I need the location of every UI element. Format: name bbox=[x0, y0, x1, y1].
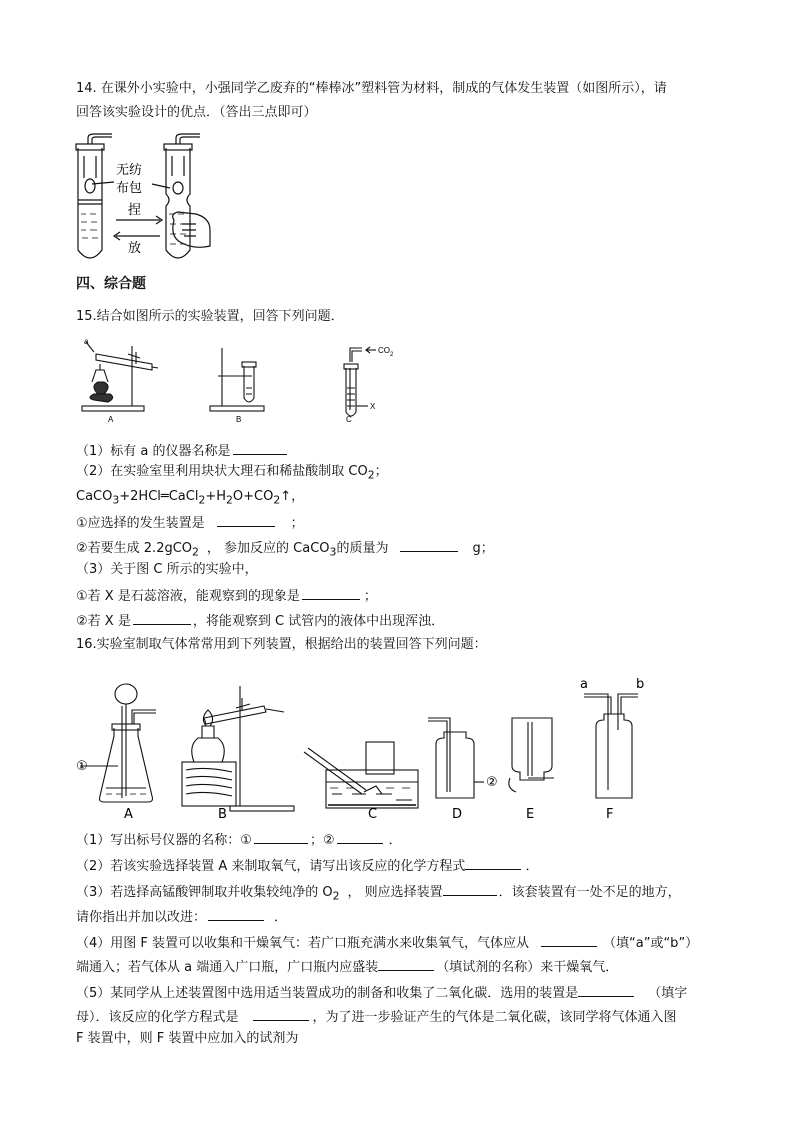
label-release: 放 bbox=[128, 241, 142, 256]
q14-line-1: 14. 在课外小实验中，小强同学乙废弃的“棒棒冰”塑料管为材料，制成的气体发生装置（如图所示），请 bbox=[76, 81, 667, 96]
answer-blank[interactable] bbox=[400, 537, 458, 552]
label-B: B bbox=[218, 807, 227, 822]
label-C: C bbox=[368, 807, 378, 822]
q16-intro: 16.实验室制取气体常常用到下列装置，根据给出的装置回答下列问题： bbox=[76, 637, 487, 652]
label-x: X bbox=[370, 402, 376, 411]
label-B: B bbox=[236, 415, 242, 424]
q16-p2: （2）若该实验选择装置 A 来制取氧气，请写出该反应的化学方程式 ． bbox=[76, 855, 538, 876]
q16-p4-cont: 端通入；若气体从 a 端通入广口瓶，广口瓶内应盛装 （填试剂的名称）来干燥氧气． bbox=[76, 956, 618, 977]
q15-p1: （1）标有 a 的仪器名称是 bbox=[76, 440, 291, 461]
section-title: 四、综合题 bbox=[76, 276, 146, 292]
label-cloth-2: 布包 bbox=[116, 181, 143, 196]
q15-p2-2: ②若要生成 2.2gCO$_2$ ， 参加反应的 CaCO$_3$的质量为 g； bbox=[76, 537, 494, 562]
answer-blank[interactable] bbox=[378, 956, 434, 971]
label-A: A bbox=[108, 415, 114, 424]
label-co2: $CO_2$ bbox=[378, 346, 394, 358]
q14-line-2: 回答该实验设计的优点．（答出三点即可） bbox=[76, 105, 317, 120]
q16-p1: （1）写出标号仪器的名称：① ；② ． bbox=[76, 829, 402, 850]
label-a: a bbox=[580, 677, 588, 692]
q16-p5: （5）某同学从上述装置图中选用适当装置成功的制备和收集了二氧化碳．选用的装置是 （填字 bbox=[76, 982, 687, 1003]
answer-blank[interactable] bbox=[541, 932, 597, 947]
q15-intro: 15.结合如图所示的实验装置，回答下列问题． bbox=[76, 309, 344, 324]
q15-p2: （2）在实验室里利用块状大理石和稀盐酸制取 $CO_2$； bbox=[76, 464, 388, 482]
answer-blank[interactable] bbox=[253, 1006, 309, 1021]
label-C: C bbox=[346, 415, 352, 424]
answer-blank[interactable] bbox=[465, 855, 521, 870]
answer-blank[interactable] bbox=[233, 440, 287, 455]
label-F: F bbox=[606, 807, 614, 822]
q16-figure bbox=[76, 666, 676, 822]
label-cloth-1: 无纺 bbox=[116, 163, 143, 178]
label-E: E bbox=[526, 807, 535, 822]
answer-blank[interactable] bbox=[133, 610, 191, 625]
answer-blank[interactable] bbox=[254, 829, 308, 844]
answer-blank[interactable] bbox=[302, 585, 360, 600]
answer-blank[interactable] bbox=[337, 829, 383, 844]
q16-p5-cont: 母）．该反应的化学方程式是 ，为了进一步验证产生的气体是二氧化碳，该同学将气体通入图 bbox=[76, 1006, 677, 1027]
answer-blank[interactable] bbox=[217, 512, 275, 527]
q15-p2-1: ①应选择的发生装置是 ； bbox=[76, 512, 304, 533]
label-2: ② bbox=[486, 775, 498, 790]
q15-p3: （3）关于图 C 所示的实验中， bbox=[76, 562, 258, 577]
q14-figure bbox=[70, 134, 220, 270]
label-squeeze: 捏 bbox=[128, 203, 142, 218]
answer-blank[interactable] bbox=[208, 906, 264, 921]
label-A: A bbox=[124, 807, 133, 822]
answer-blank[interactable] bbox=[578, 982, 634, 997]
q15-figure bbox=[76, 338, 406, 428]
q15-p3-1: ①若 X 是石蕊溶液，能观察到的现象是 ； bbox=[76, 585, 377, 606]
label-b: b bbox=[636, 677, 645, 692]
label-D: D bbox=[452, 807, 463, 822]
label-1: ① bbox=[76, 759, 88, 774]
answer-blank[interactable] bbox=[443, 881, 497, 896]
q15-equation: $CaCO_3+2HCl═CaCl_2+H_2O+CO_2↑$， bbox=[76, 489, 305, 507]
q16-p3-cont: 请你指出并加以改进： ． bbox=[76, 906, 287, 927]
q16-p5-end: F 装置中，则 F 装置中应加入的试剂为 bbox=[76, 1031, 299, 1046]
q16-p3: （3）若选择高锰酸钾制取并收集较纯净的 $O_2$ ， 则应选择装置 ．该套装置有一处不足的地方， bbox=[76, 881, 681, 906]
label-a: a bbox=[84, 337, 89, 346]
q16-p4: （4）用图 F 装置可以收集和干燥氧气：若广口瓶充满水来收集氧气，气体应从 （填“a”或“b”） bbox=[76, 932, 698, 953]
q15-p3-2: ②若 X 是 ，将能观察到 C 试管内的液体中出现浑浊． bbox=[76, 610, 444, 631]
